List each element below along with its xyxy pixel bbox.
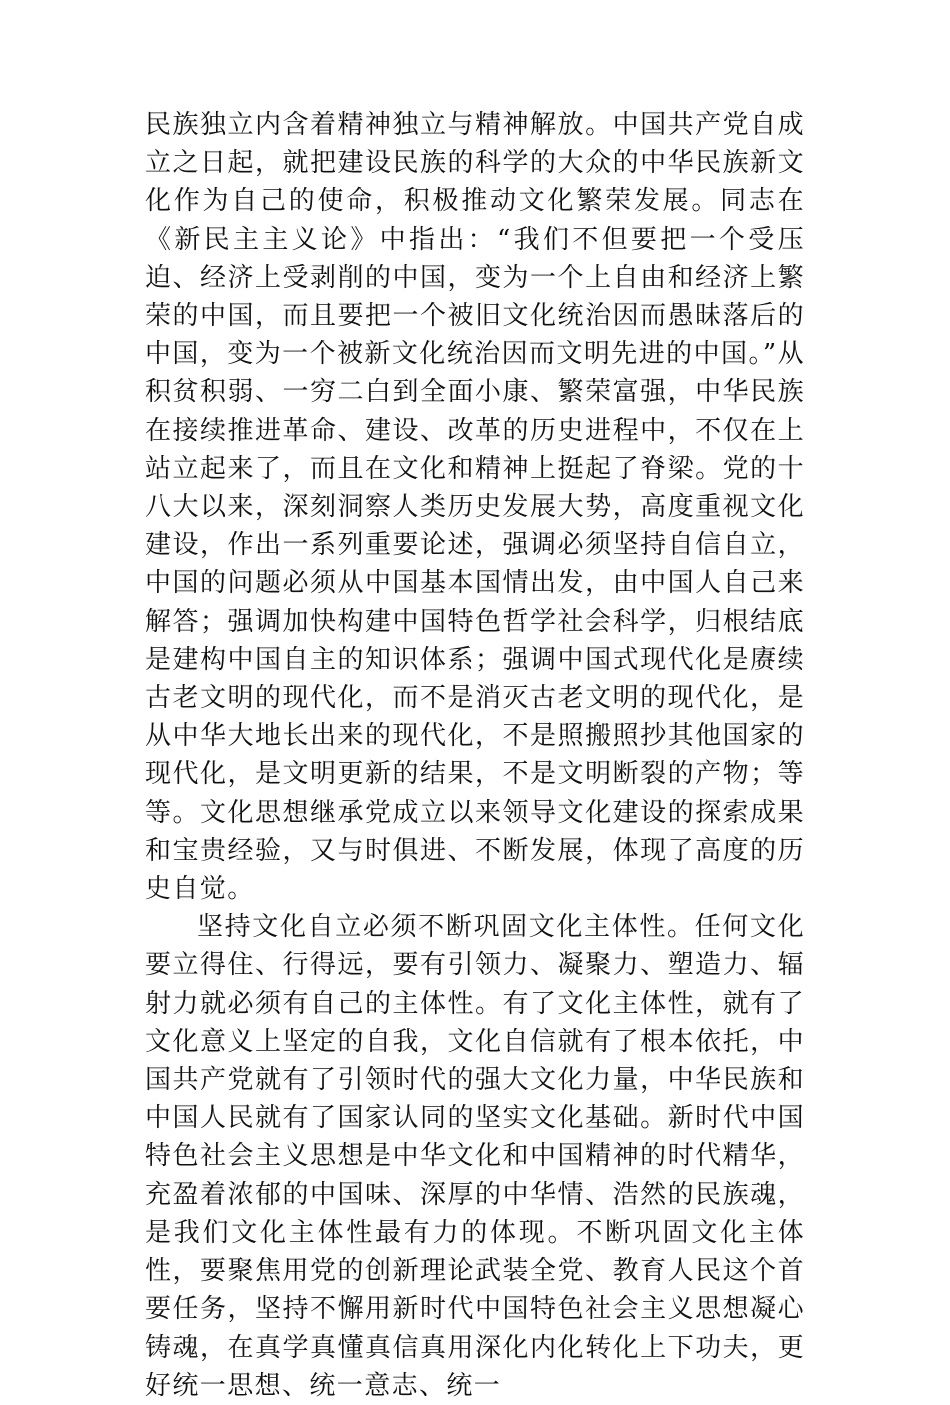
document-page xyxy=(145,106,805,1405)
paragraph-2: 坚持文化自立必须不断巩固文化主体性。任何文化要立得住、行得远，要有引领力、凝聚力、塑造力、辐射力就必须有自己的主体性。有了文化主体性，就有了文化意义上坚定的自我，文化自信就有了根本依托，中国共产党就有了引领时代的强大文化力量，中华民族和中国人民就有了国家认同的坚实文化基础。新时代中国特色社会主义思想是中华文化和中国精神的时代精华，充盈着浓郁的中国味、深厚的中华情、浩然的民族魂，是我们文化主体性最有力的体现。不断巩固文化主体性，要聚焦用党的创新理论武装全党、教育人民这个首要任务，坚持不懈用新时代中国特色社会主义思想凝心铸魂，在真学真懂真信真用深化内化转化上下功夫，更好统一思想、统一意志、统一 xyxy=(145,912,805,1401)
paragraph-1: 民族独立内含着精神独立与精神解放。中国共产党自成立之日起，就把建设民族的科学的大众的中华民族新文化作为自己的使命，积极推动文化繁荣发展。同志在《新民主主义论》中指出：“我们不但要把一个受压迫、经济上受剥削的中国，变为一个上自由和经济上繁荣的中国，而且要把一个被旧文化统治因而愚昧落后的中国，变为一个被新文化统治因而文明先进的中国。”从积贫积弱、一穷二白到全面小康、繁荣富强，中华民族在接续推进革命、建设、改革的历史进程中，不仅在上站立起来了，而且在文化和精神上挺起了脊梁。党的十八大以来，深刻洞察人类历史发展大势，高度重视文化建设，作出一系列重要论述，强调必须坚持自信自立，中国的问题必须从中国基本国情出发，由中国人自己来解答；强调加快构建中国特色哲学社会科学，归根结底是建构中国自主的知识体系；强调中国式现代化是赓续古老文明的现代化，而不是消灭古老文明的现代化，是从中华大地长出来的现代化，不是照搬照抄其他国家的现代化，是文明更新的结果，不是文明断裂的产物；等等。文化思想继承党成立以来领导文化建设的探索成果和宝贵经验，又与时俱进、不断发展，体现了高度的历史自觉。 xyxy=(145,110,805,905)
